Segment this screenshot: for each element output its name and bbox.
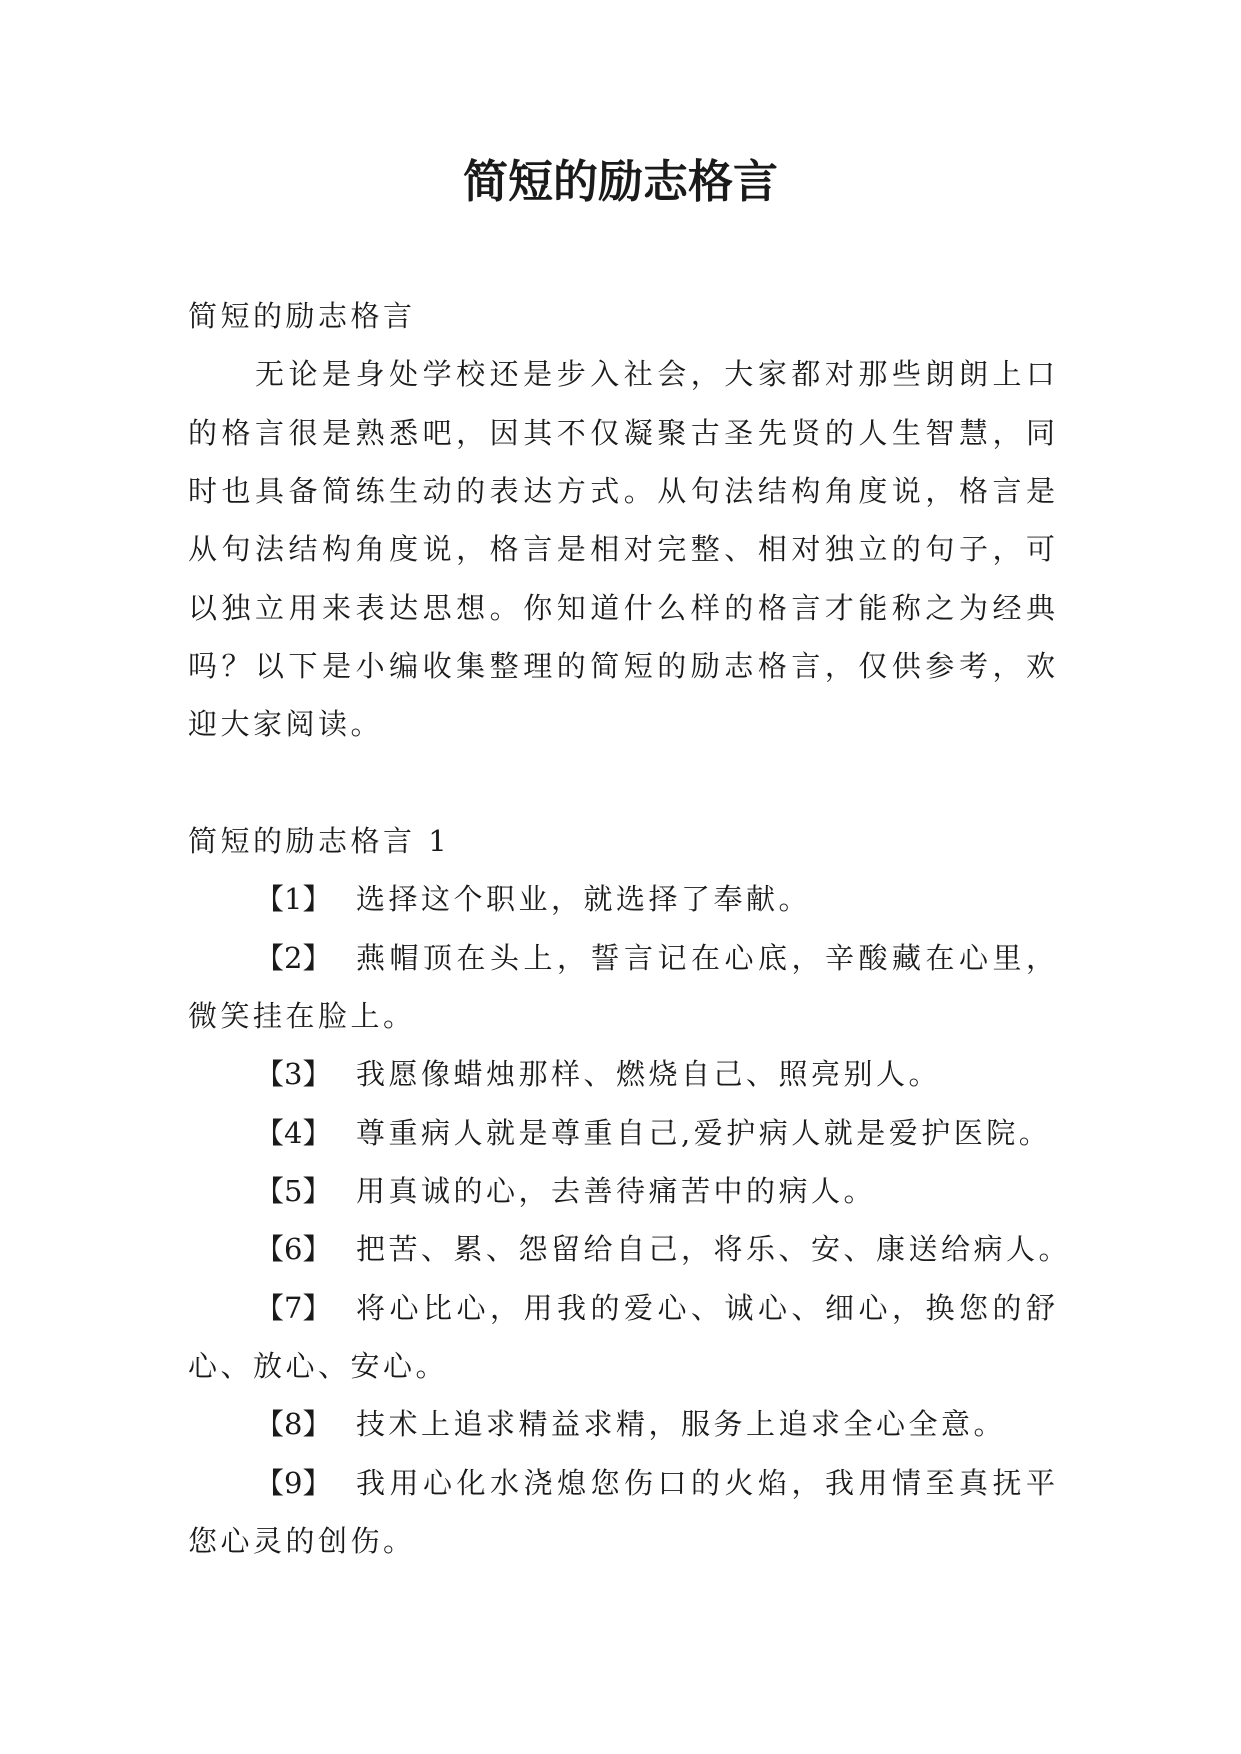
intro-line: 迎大家阅读。 [188, 707, 384, 742]
list-item [188, 1162, 1055, 1220]
item-text: 选择这个职业，就选择了奉献。 [356, 882, 812, 917]
item-marker: 【2】 [255, 940, 332, 975]
intro-line: 无论是身处学校还是步入社会，大家都对那些朗朗上口 [255, 357, 1055, 392]
item-text: 技术上追求精益求精，服务上追求全心全意。 [356, 1407, 1007, 1442]
item-text: 用真诚的心，去善待痛苦中的病人。 [356, 1173, 877, 1208]
intro-heading: 简短的励志格言 [188, 299, 416, 333]
document-title: 简短的励志格言 [462, 155, 778, 208]
item-marker: 【3】 [255, 1057, 332, 1092]
paragraph-spacer [188, 754, 1055, 812]
item-text-continued: 心、放心、安心。 [188, 1348, 449, 1383]
document-body [188, 287, 1072, 1570]
list-item [188, 1454, 1055, 1571]
item-marker: 【8】 [255, 1407, 332, 1442]
item-marker: 【6】 [255, 1232, 332, 1267]
item-text: 我用心化水浇熄您伤口的火焰，我用情至真抚平 [356, 1465, 1055, 1500]
item-text: 尊重病人就是尊重自己,爱护病人就是爱护医院。 [356, 1115, 1052, 1150]
item-marker: 【1】 [255, 882, 332, 917]
list-item [188, 1104, 1055, 1162]
list-item [188, 1279, 1055, 1396]
item-text: 燕帽顶在头上，誓言记在心底，辛酸藏在心里， [356, 940, 1055, 975]
list-item-first-line [188, 1395, 1055, 1453]
list-item [188, 929, 1055, 1046]
item-marker: 【7】 [255, 1290, 332, 1325]
intro-line: 从句法结构角度说，格言是相对完整、相对独立的句子，可 [188, 532, 1055, 567]
intro-line: 时也具备简练生动的表达方式。从句法结构角度说，格言是 [188, 473, 1055, 508]
list-item [188, 1045, 1055, 1103]
list-item-first-line [188, 1045, 1055, 1103]
list-item-first-line [188, 1220, 1072, 1278]
intro-line: 以独立用来表达思想。你知道什么样的格言才能称之为经典 [188, 590, 1055, 625]
item-marker: 【4】 [255, 1115, 332, 1150]
list-item [188, 870, 1055, 928]
list-item-first-line [188, 929, 1055, 987]
section-heading: 简短的励志格言 1 [188, 823, 451, 858]
item-text-continued: 微笑挂在脸上。 [188, 998, 416, 1033]
list-item-first-line [188, 1454, 1055, 1512]
intro-line: 的格言很是熟悉吧，因其不仅凝聚古圣先贤的人生智慧，同 [188, 415, 1055, 450]
list-item [188, 1395, 1055, 1453]
item-marker: 【9】 [255, 1465, 332, 1500]
list-item [188, 1220, 1072, 1278]
item-text-continued: 您心灵的创伤。 [188, 1523, 416, 1558]
item-text: 把苦、累、怨留给自己，将乐、安、康送给病人。 [356, 1232, 1072, 1267]
intro-line: 吗？以下是小编收集整理的简短的励志格言，仅供参考，欢 [188, 648, 1055, 683]
item-text: 我愿像蜡烛那样、燃烧自己、照亮别人。 [356, 1057, 942, 1092]
list-item-first-line [188, 1104, 1055, 1162]
list-item-first-line [188, 1162, 1055, 1220]
list-item-first-line [188, 1279, 1055, 1337]
item-marker: 【5】 [255, 1173, 332, 1208]
list-item-first-line [188, 870, 1055, 928]
item-text: 将心比心，用我的爱心、诚心、细心，换您的舒 [356, 1290, 1055, 1325]
